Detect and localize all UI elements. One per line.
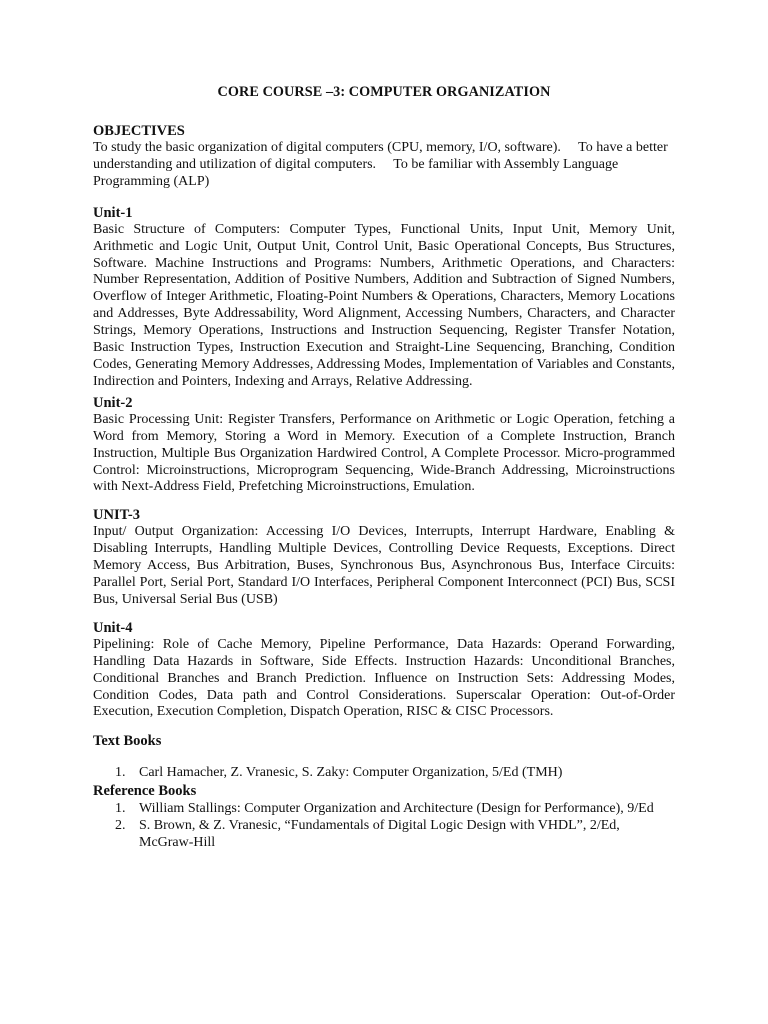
list-item-number: 1. — [115, 765, 126, 781]
list-item-text: William Stallings: Computer Organization and Architecture (Design for Performance), 9/Ed — [139, 801, 654, 817]
list-item-number: 1. — [115, 801, 126, 817]
text-books-list — [93, 764, 675, 781]
unit-3-section — [93, 506, 675, 609]
unit-4-section — [93, 619, 675, 722]
reference-books-heading: Reference Books — [93, 783, 197, 800]
unit-4-text: Pipelining: Role of Cache Memory, Pipeline Performance, Data Hazards: Operand Forwarding, Handling Data Hazards in Software, Side Effects. Instruction Hazards: Unconditional Branches, Conditional Branches and Branch Prediction. Influence on Instruction Sets: Addressing Modes, Condition Codes, Data path and Control Considerations. Superscalar Operation: Out-of-Order Execution, Execution Completion, Dispatch Operation, RISC & CISC Processors. — [93, 636, 675, 720]
unit-2-section — [93, 394, 675, 497]
text-books-section — [93, 732, 675, 781]
unit-2-text: Basic Processing Unit: Register Transfers, Performance on Arithmetic or Logic Operation, fetching a Word from Memory, Storing a Word in Memory. Execution of a Complete Instruction, Branch Instruction, Multiple Bus Organization Hardwired Control, A Complete Processor. Micro-programmed Control: Microinstructions, Microprogram Sequencing, Wide-Branch Addressing, Microinstructions with Next-Address Field, Prefetching Microinstructions, Emulation. — [93, 411, 675, 495]
list-item-text: Carl Hamacher, Z. Vranesic, S. Zaky: Computer Organization, 5/Ed (TMH) — [139, 765, 563, 781]
objectives-heading: OBJECTIVES — [93, 123, 185, 139]
unit-3-heading: UNIT-3 — [93, 507, 141, 524]
objectives-text: To study the basic organization of digital computers (CPU, memory, I/O, software). To have a better understanding and utilization of digital computers. To be familiar with Assembly Language Programming (ALP) — [93, 140, 672, 189]
list-item — [93, 764, 675, 781]
unit-3-text: Input/ Output Organization: Accessing I/O Devices, Interrupts, Interrupt Hardware, Enabling & Disabling Interrupts, Handling Multiple Devices, Controlling Device Requests, Exceptions. Direct Memory Access, Bus Arbitration, Buses, Synchronous Bus, Asynchronous Bus, Interface Circuits: Parallel Port, Serial Port, Standard I/O Interfaces, Peripheral Component Interconnect (PCI) Bus, SCSI Bus, Universal Serial Bus (USB) — [93, 524, 675, 607]
reference-books-section — [93, 782, 675, 851]
unit-2-heading: Unit-2 — [93, 394, 133, 411]
unit-1-text: Basic Structure of Computers: Computer Types, Functional Units, Input Unit, Memory Unit, Arithmetic and Logic Unit, Output Unit, Control Unit, Basic Operational Concepts, Bus Structures, Software. Machine Instructions and Programs: Numbers, Arithmetic Operations, and Characters: Number Representation, Addition of Positive Numbers, Addition and Subtraction of Signed Numbers, Overflow of Integer Arithmetic, Floating-Point Numbers & Operations, Characters, Memory Locations and Addresses, Byte Addressability, Word Alignment, Accessing Numbers, Characters, and Character Strings, Memory Operations, Instructions and Instruction Sequencing, Register Transfer Notation, Basic Instruction Types, Instruction Execution and Straight-Line Sequencing, Branching, Condition Codes, Generating Memory Addresses, Addressing Modes, Implementation of Variables and Constants, Indirection and Pointers, Indexing and Arrays, Relative Addressing. — [93, 221, 675, 389]
unit-1-section — [93, 204, 675, 391]
unit-4-heading: Unit-4 — [93, 619, 133, 636]
text-books-heading: Text Books — [93, 733, 162, 750]
objectives-section — [93, 122, 675, 191]
reference-books-list — [93, 800, 675, 851]
list-item-text: S. Brown, & Z. Vranesic, “Fundamentals of Digital Logic Design with VHDL”, 2/Ed, McGraw-Hill — [139, 818, 620, 851]
list-item — [93, 817, 675, 851]
list-item-number: 2. — [115, 818, 126, 834]
unit-1-heading: Unit-1 — [93, 204, 133, 221]
syllabus-page — [93, 84, 675, 851]
list-item — [93, 800, 675, 817]
page-title: CORE COURSE –3: COMPUTER ORGANIZATION — [217, 84, 551, 100]
